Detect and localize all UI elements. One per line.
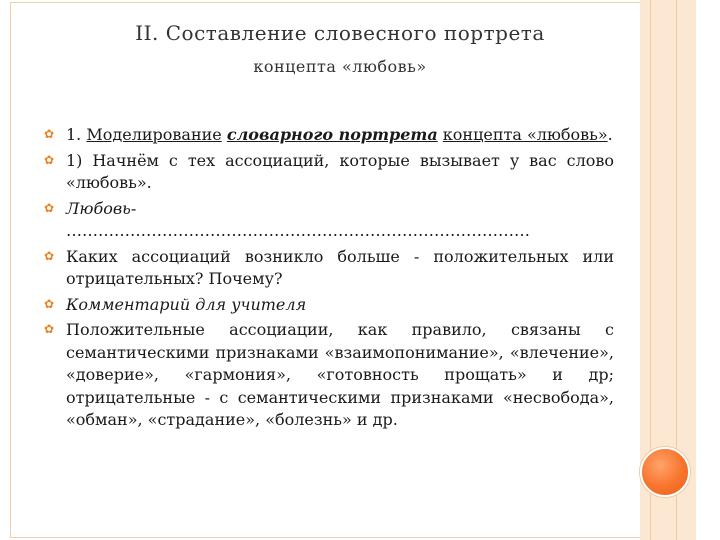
bullet-icon: ✿ [44, 296, 55, 311]
item-label: Любовь- [66, 198, 137, 218]
list-item [44, 150, 614, 195]
list-item [44, 294, 614, 317]
item-emphasis-text: словарного портрета [226, 125, 438, 144]
item-underlined-text: Моделирование [86, 125, 222, 144]
bullet-icon: ✿ [44, 152, 55, 167]
slide-title [0, 16, 680, 84]
item-punctuation: . [607, 125, 613, 144]
decorative-circle [640, 447, 690, 497]
item-underlined-text: концепта «любовь» [442, 125, 608, 144]
bullet-icon: ✿ [44, 248, 55, 263]
list-item [44, 246, 614, 291]
item-text: Каких ассоциаций возникло больше - положительных или отрицательных? Почему? [66, 246, 614, 288]
title-line-2: концепта «любовь» [253, 57, 427, 76]
item-text: Положительные ассоциации, как правило, связаны с семантическими признаками «взаимопонимание», «влечение», «доверие», «гармония», «готовность прощать» и др; отрицательные - с семантическими признаками «несвобода», «обман», «страдание», «болезнь» и др. [66, 320, 614, 429]
bullet-list [44, 124, 614, 435]
list-item [44, 124, 614, 147]
list-item [44, 198, 614, 243]
title-line-1: II. Составление словесного портрета [135, 21, 545, 45]
bullet-icon: ✿ [44, 322, 55, 336]
item-text: 1) Начнём с тех ассоциаций, которые вызывает у вас слово «любовь». [66, 150, 614, 192]
bullet-icon: ✿ [44, 200, 55, 215]
item-text: Комментарий для учителя [66, 294, 307, 314]
item-number: 1. [66, 125, 82, 144]
item-dotted-line: …………………………………………………………………………… [66, 221, 530, 240]
bullet-icon: ✿ [44, 127, 55, 141]
list-item [44, 319, 614, 432]
